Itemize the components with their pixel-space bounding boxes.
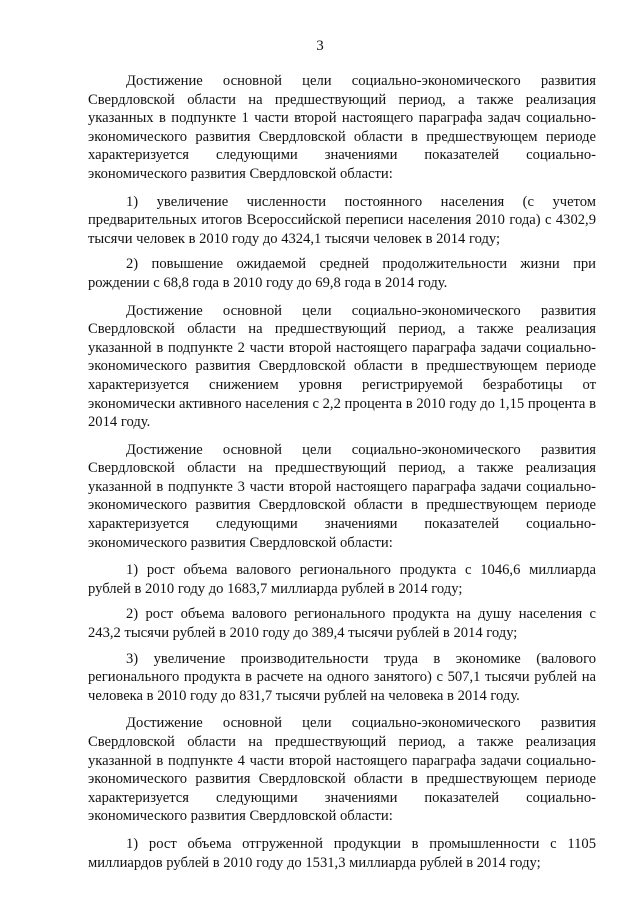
paragraph-item-grp-volume: 1) рост объема валового регионального продукта с 1046,6 миллиарда рублей в 2010 году до 1683,7 миллиарда рублей в 2014 году; (88, 562, 596, 597)
paragraph-intro-grp: Достижение основной цели социально-экономического развития Свердловской области на предшествующий период, а также реализация указанной в подпункте 3 части второй настоящего параграфа задачи социально-экономического развития Свердловской области в предшествующем периоде характеризуется следующими значениями показателей социально-экономического развития Свердловской области: (88, 441, 596, 551)
paragraph-item-labor-productivity: 3) увеличение производительности труда в экономике (валового регионального продукта в расчете на одного занятого) с 507,1 тысячи рублей на человека в 2010 году до 831,7 тысячи рублей на человека в 2014 году. (88, 650, 596, 704)
document-body (88, 72, 596, 879)
paragraph-intro-industry: Достижение основной цели социально-экономического развития Свердловской области на предшествующий период, а также реализация указанной в подпункте 4 части второй настоящего параграфа задачи социально-экономического развития Свердловской области в предшествующем периоде характеризуется следующими значениями показателей социально-экономического развития Свердловской области: (88, 715, 596, 825)
paragraph-item-population: 1) увеличение численности постоянного населения (с учетом предварительных итогов Всероссийской переписи населения 2010 года) с 4302,9 тысячи человек в 2010 году до 4324,1 тысячи человек в 2014 году; (88, 193, 596, 247)
paragraph-intro-population-life: Достижение основной цели социально-экономического развития Свердловской области на предшествующий период, а также реализация указанных в подпункте 1 части второй настоящего параграфа задач социально-экономического развития Свердловской области в предшествующем периоде характеризуется следующими значениями показателей социально-экономического развития Свердловской области: (88, 73, 596, 182)
paragraph-item-life-expectancy: 2) повышение ожидаемой средней продолжительности жизни при рождении с 68,8 года в 2010 году до 69,8 года в 2014 году. (88, 256, 596, 291)
page-number: 3 (316, 38, 324, 54)
paragraph-item-grp-per-capita: 2) рост объема валового регионального продукта на душу населения с 243,2 тысячи рублей в 2010 году до 389,4 тысячи рублей в 2014 году; (88, 606, 596, 642)
paragraph-item-industrial-output: 1) рост объема отгруженной продукции в промышленности с 1105 миллиардов рублей в 2010 году до 1531,3 миллиарда рублей в 2014 году; (88, 835, 596, 871)
paragraph-unemployment: Достижение основной цели социально-экономического развития Свердловской области на предшествующий период, а также реализация указанной в подпункте 2 части второй настоящего параграфа задачи социально-экономического развития Свердловской области в предшествующем периоде характеризуется снижением уровня регистрируемой безработицы от экономически активного населения с 2,2 процента в 2010 году до 1,15 процента в 2014 году. (88, 302, 596, 431)
